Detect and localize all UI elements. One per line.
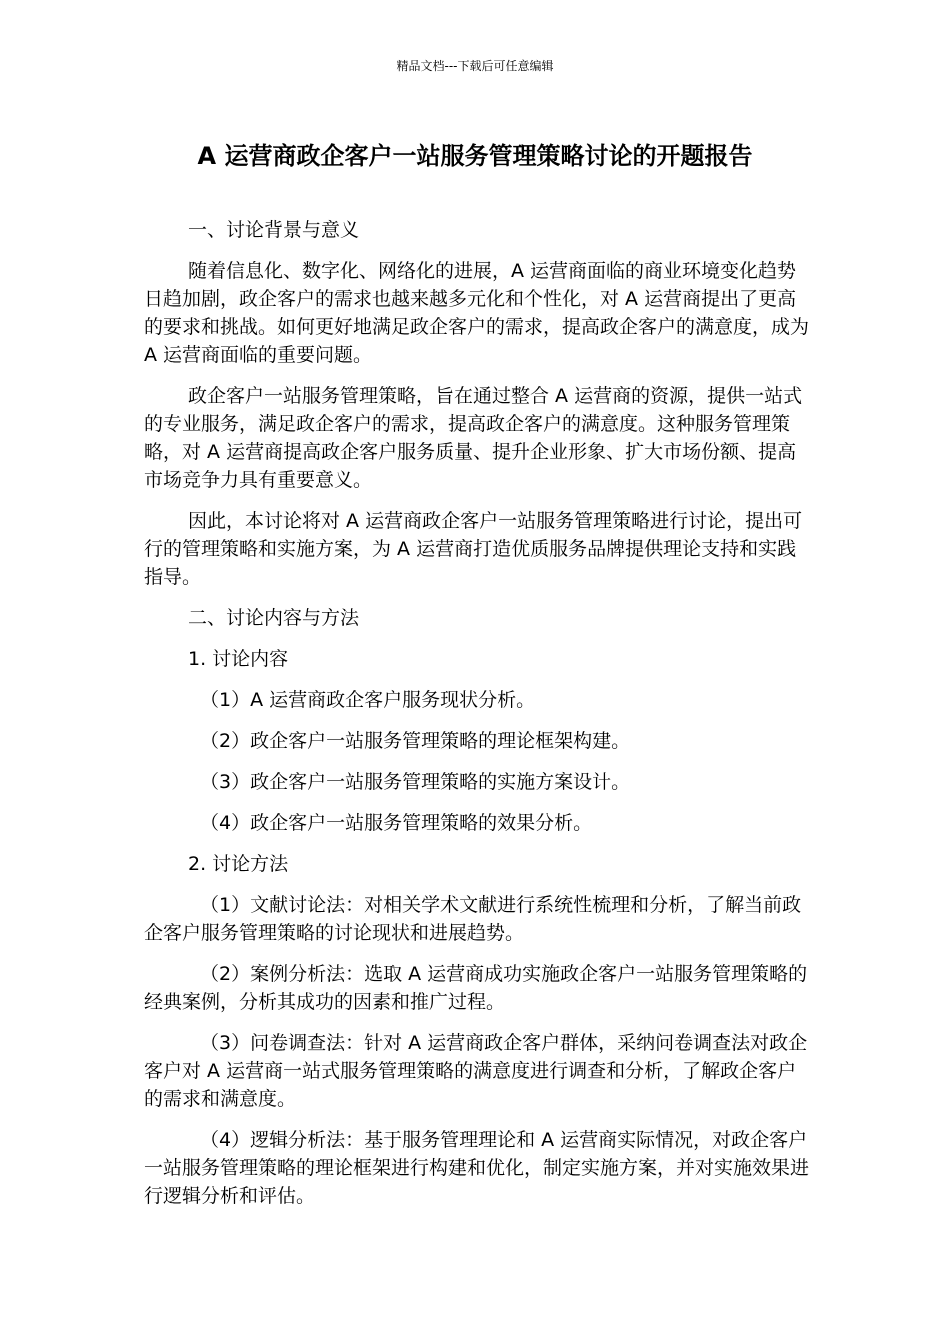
subheading-content: 1. 讨论内容 xyxy=(188,648,289,670)
content-item-3: （3）政企客户一站服务管理策略的实施方案设计。 xyxy=(200,771,631,793)
paragraph-background-1: 随着信息化、数字化、网络化的进展，A 运营商面临的商业环境变化趋势日趋加剧，政企客户的需求也越来越多元化和个性化，对 A 运营商提出了更高的要求和挑战。如何更好地满足政企客户的需求，提高政企客户的满意度，成为 A 运营商面临的重要问题。 xyxy=(144,260,810,366)
subheading-method: 2. 讨论方法 xyxy=(188,853,289,875)
method-item-3: （3）问卷调查法：针对 A 运营商政企客户群体，采纳问卷调查法对政企客户对 A 运营商一站式服务管理策略的满意度进行调查和分析，了解政企客户的需求和满意度。 xyxy=(144,1032,808,1110)
section-heading-background: 一、讨论背景与意义 xyxy=(188,219,360,241)
method-item-2: （2）案例分析法：选取 A 运营商成功实施政企客户一站服务管理策略的经典案例，分析其成功的因素和推广过程。 xyxy=(144,963,808,1013)
section-heading-content-method: 二、讨论内容与方法 xyxy=(188,607,360,629)
content-item-1: （1）A 运营商政企客户服务现状分析。 xyxy=(200,689,536,711)
header-note: 精品文档---下载后可任意编辑 xyxy=(396,59,554,73)
paragraph-background-3: 因此，本讨论将对 A 运营商政企客户一站服务管理策略进行讨论，提出可行的管理策略和实施方案，为 A 运营商打造优质服务品牌提供理论支持和实践指导。 xyxy=(144,510,803,588)
content-item-4: （4）政企客户一站服务管理策略的效果分析。 xyxy=(200,812,593,834)
method-item-1: （1）文献讨论法：对相关学术文献进行系统性梳理和分析，了解当前政企客户服务管理策略的讨论现状和进展趋势。 xyxy=(144,894,802,944)
content-item-2: （2）政企客户一站服务管理策略的理论框架构建。 xyxy=(200,730,631,752)
method-item-4: （4）逻辑分析法：基于服务管理理论和 A 运营商实际情况，对政企客户一站服务管理策略的理论框架进行构建和优化，制定实施方案，并对实施效果进行逻辑分析和评估。 xyxy=(144,1129,810,1207)
document-title: A 运营商政企客户一站服务管理策略讨论的开题报告 xyxy=(197,142,753,170)
paragraph-background-2: 政企客户一站服务管理策略，旨在通过整合 A 运营商的资源，提供一站式的专业服务，满足政企客户的需求，提高政企客户的满意度。这种服务管理策略，对 A 运营商提高政企客户服务质量、提升企业形象、扩大市场份额、提高市场竞争力具有重要意义。 xyxy=(144,385,803,491)
document-body xyxy=(144,216,810,1223)
